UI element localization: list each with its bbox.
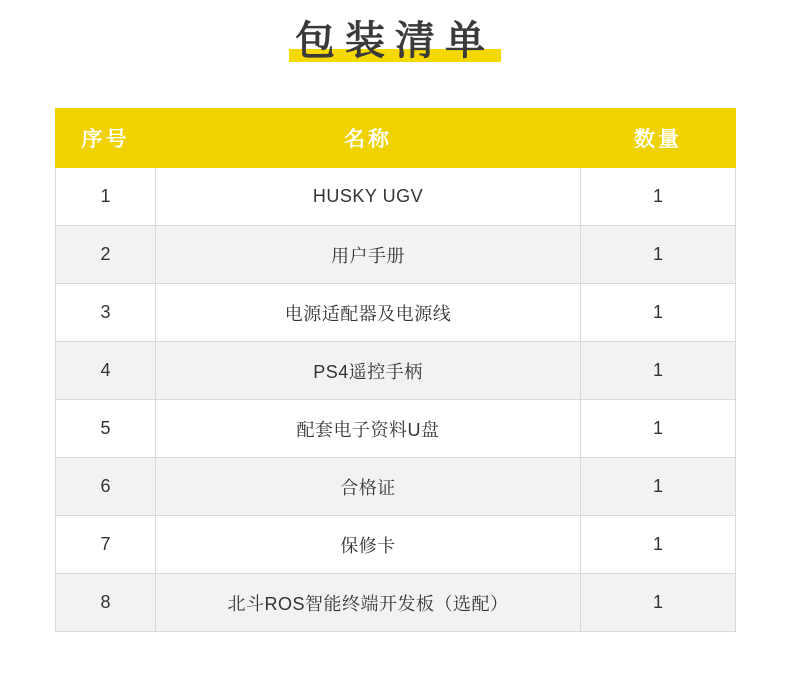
cell-name: 配套电子资料U盘: [156, 400, 581, 458]
cell-quantity: 1: [581, 400, 736, 458]
cell-name: HUSKY UGV: [156, 168, 581, 226]
packing-list-table: [55, 108, 736, 632]
table-row: [56, 226, 736, 284]
table-row: [56, 400, 736, 458]
cell-name: 合格证: [156, 458, 581, 516]
table-row: [56, 284, 736, 342]
cell-name: 用户手册: [156, 226, 581, 284]
table-row: [56, 458, 736, 516]
page-title-area: [0, 0, 790, 74]
page-title-text: 包装清单: [295, 19, 495, 63]
page-title: [289, 18, 501, 64]
cell-quantity: 1: [581, 458, 736, 516]
column-header-index: 序号: [56, 109, 156, 168]
cell-index: 3: [56, 284, 156, 342]
cell-quantity: 1: [581, 284, 736, 342]
cell-name: 北斗ROS智能终端开发板（选配）: [156, 574, 581, 632]
column-header-quantity: 数量: [581, 109, 736, 168]
cell-index: 6: [56, 458, 156, 516]
cell-quantity: 1: [581, 574, 736, 632]
cell-index: 4: [56, 342, 156, 400]
table-row: [56, 516, 736, 574]
table-body: [56, 168, 736, 632]
table-header: [56, 109, 736, 168]
table-row: [56, 342, 736, 400]
cell-index: 7: [56, 516, 156, 574]
cell-quantity: 1: [581, 168, 736, 226]
table-row: [56, 168, 736, 226]
table-header-row: [56, 109, 736, 168]
column-header-name: 名称: [156, 109, 581, 168]
cell-name: PS4遥控手柄: [156, 342, 581, 400]
cell-name: 电源适配器及电源线: [156, 284, 581, 342]
cell-index: 5: [56, 400, 156, 458]
cell-index: 8: [56, 574, 156, 632]
packing-list-table-container: [55, 108, 735, 632]
table-row: [56, 574, 736, 632]
cell-index: 2: [56, 226, 156, 284]
cell-quantity: 1: [581, 226, 736, 284]
cell-index: 1: [56, 168, 156, 226]
cell-quantity: 1: [581, 516, 736, 574]
cell-quantity: 1: [581, 342, 736, 400]
cell-name: 保修卡: [156, 516, 581, 574]
